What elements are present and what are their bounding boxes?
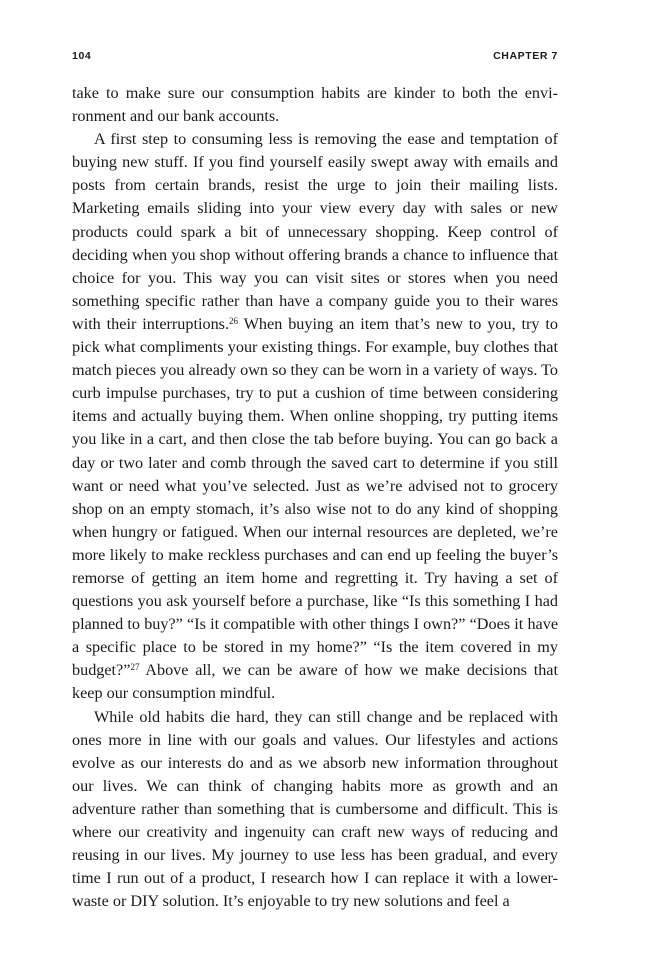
paragraph-text: When buying an item that’s new to you, try to pick what compliments your existing things. For example, buy clothes that match pieces you already own so they can be worn in a variety of ways. To curb impulse purchases, try to put a cushion of time between considering items and actually buying them. When online shopping, try putting items you like in a cart, and then close the tab before buying. You can go back a day or two later and comb through the saved cart to determine if you still want or need what you’ve selected. Just as we’re advised not to grocery shop on an empty stomach, it’s also wise not to do any kind of shopping when hungry or fatigued. When our internal resources are depleted, we’re more likely to make reckless purchases and can end up feeling the buyer’s remorse of getting an item home and regretting it. Try having a set of questions you ask yourself before a purchase, like “Is this something I had planned to buy?” “Is it compatible with other things I own?” “Does it have a specific place to be stored in my home?” “Is the item covered in my budget?”	[72, 314, 558, 680]
book-page	[72, 50, 558, 913]
footnote-marker: 27	[130, 662, 140, 673]
paragraph	[72, 128, 558, 705]
running-head	[72, 50, 558, 74]
chapter-title: CHAPTER 7	[493, 50, 558, 62]
paragraph	[72, 82, 558, 128]
paragraph-text: While old habits die hard, they can still change and be replaced with ones more in line with our goals and values. Our lifestyles and actions evolve as our interests do and as we absorb new information throughout our lives. We can think of changing habits more as growth and an adventure rather than something that is cumbersome and difficult. This is where our creativity and ingenuity can craft new ways of reducing and reusing in our lives. My journey to use less has been gradual, and every time I run out of a product, I research how I can replace it with a lower-waste or DIY solution. It’s enjoyable to try new solutions and feel a	[72, 707, 558, 911]
paragraph-text: A first step to consuming less is removing the ease and temptation of buying new stuff. If you find yourself easily swept away with emails and posts from certain brands, resist the urge to join their mailing lists. Marketing emails sliding into your view every day with sales or new products could spark a bit of unnecessary shopping. Keep control of deciding when you shop without offering brands a chance to influence that choice for you. This way you can visit sites or stores when you need something specific rather than have a company guide you to their wares with their interruptions.	[72, 130, 558, 333]
body-text	[72, 82, 558, 913]
paragraph-text: take to make sure our consumption habits are kinder to both the environment and our bank accounts.	[72, 84, 558, 126]
paragraph	[72, 706, 558, 914]
footnote-marker: 26	[229, 315, 239, 326]
page-number: 104	[72, 50, 92, 62]
paragraph-text: Above all, we can be aware of how we make decisions that keep our consumption mindful.	[72, 661, 558, 703]
